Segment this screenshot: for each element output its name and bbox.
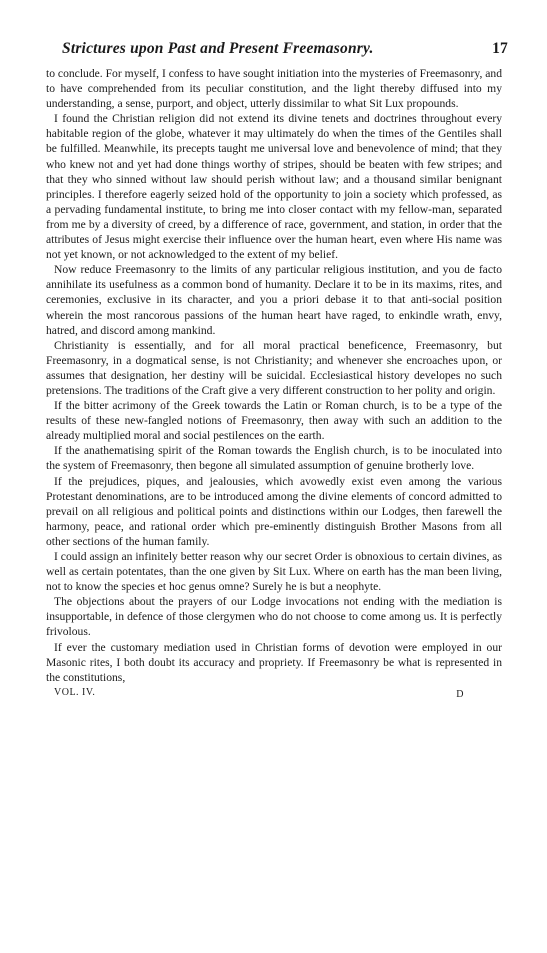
paragraph: If ever the customary mediation used in Christian forms of devotion were employed in our Masonic rites, I both doubt its accuracy and propriety. If Freemasonry be what is represented in the constitutions, (46, 640, 502, 684)
running-title: Strictures upon Past and Present Freemasonry. (62, 40, 374, 57)
paragraph: I could assign an infinitely better reason why our secret Order is obnoxious to certain divines, as well as certain potentates, than the one given by Sit Lux. Where on earth has the man been living, not to know the species et hoc genus omne? Surely he is but a neophyte. (46, 550, 502, 594)
book-page (46, 40, 508, 703)
paragraph: to conclude. For myself, I confess to have sought initiation into the mysteries of Freemasonry, and to have comprehended from its peculiar constitution, and the light thereby diffused into my understanding, a sense, purport, and object, utterly dissimilar to what Sit Lux propounds. (46, 67, 502, 111)
paragraph: If the bitter acrimony of the Greek towards the Latin or Roman church, is to be a type of the results of these new-fangled notions of Freemasonry, then away with such an addition to the already multiplied moral and social pestilences on the earth. (46, 399, 502, 443)
paragraph: Christianity is essentially, and for all moral practical beneficence, Freemasonry, but Freemasonry, in a dogmatical sense, is not Christianity; and whenever she encroaches upon, or assumes that designation, her destiny will be suicidal. Ecclesiastical history developes no such pretensions. The traditions of the Craft give a very different construction to her polity and origin. (46, 338, 502, 397)
page-header (46, 40, 508, 66)
signature-mark: D (456, 688, 464, 700)
paragraph: The objections about the prayers of our Lodge invocations not ending with the mediation is insupportable, in defence of those clergymen who do not choose to come among us. It is perfectly frivolous. (46, 595, 502, 639)
body-text (46, 66, 502, 685)
paragraph: If the prejudices, piques, and jealousies, which avowedly exist even among the various Protestant denominations, are to be introduced among the divine elements of concord admitted to prevail on all religious and political points and distinctions within our Lodges, then farewell the harmony, peace, and rational order which pre-eminently distinguish Brother Masons from all other sections of the human family. (46, 474, 502, 548)
page-number: 17 (492, 40, 508, 57)
paragraph: If the anathematising spirit of the Roman towards the English church, is to be inoculated into the system of Freemasonry, then begone all simulated assumption of genuine brotherly love. (46, 444, 502, 473)
volume-label: VOL. IV. (54, 686, 96, 698)
paragraph: I found the Christian religion did not extend its divine tenets and doctrines throughout every habitable region of the globe, whatever it may ultimately do when the times of the Gentiles shall be fulfilled. Meanwhile, its precepts taught me universal love and benevolence of mind; that they who knew not and yet had done things worthy of stripes, should be beaten with few stripes; and that they who sinned without law should perish without law; and a thousand similar benignant principles. I therefore eagerly seized hold of the opportunity to join a society which professed, as a pervading fundamental institute, to bring me into closer contact with my fellow-man, separated from me by a diversity of creed, by a difference of race, government, and station, in order that the attributes of Jesus might exercise their influence over the human heart, even where His name was not yet known, or not acknowledged to the extent of my belief. (46, 112, 502, 262)
paragraph: Now reduce Freemasonry to the limits of any particular religious institution, and you de facto annihilate its usefulness as a common bond of humanity. Declare it to be in its maxims, rites, and ceremonies, exclusive in its character, and you a priori debase it to that anti-social position wherein the most rancorous passions of the human heart have raged, to enkindle wrath, envy, hatred, and discord among mankind. (46, 263, 502, 337)
page-footer (46, 687, 502, 703)
